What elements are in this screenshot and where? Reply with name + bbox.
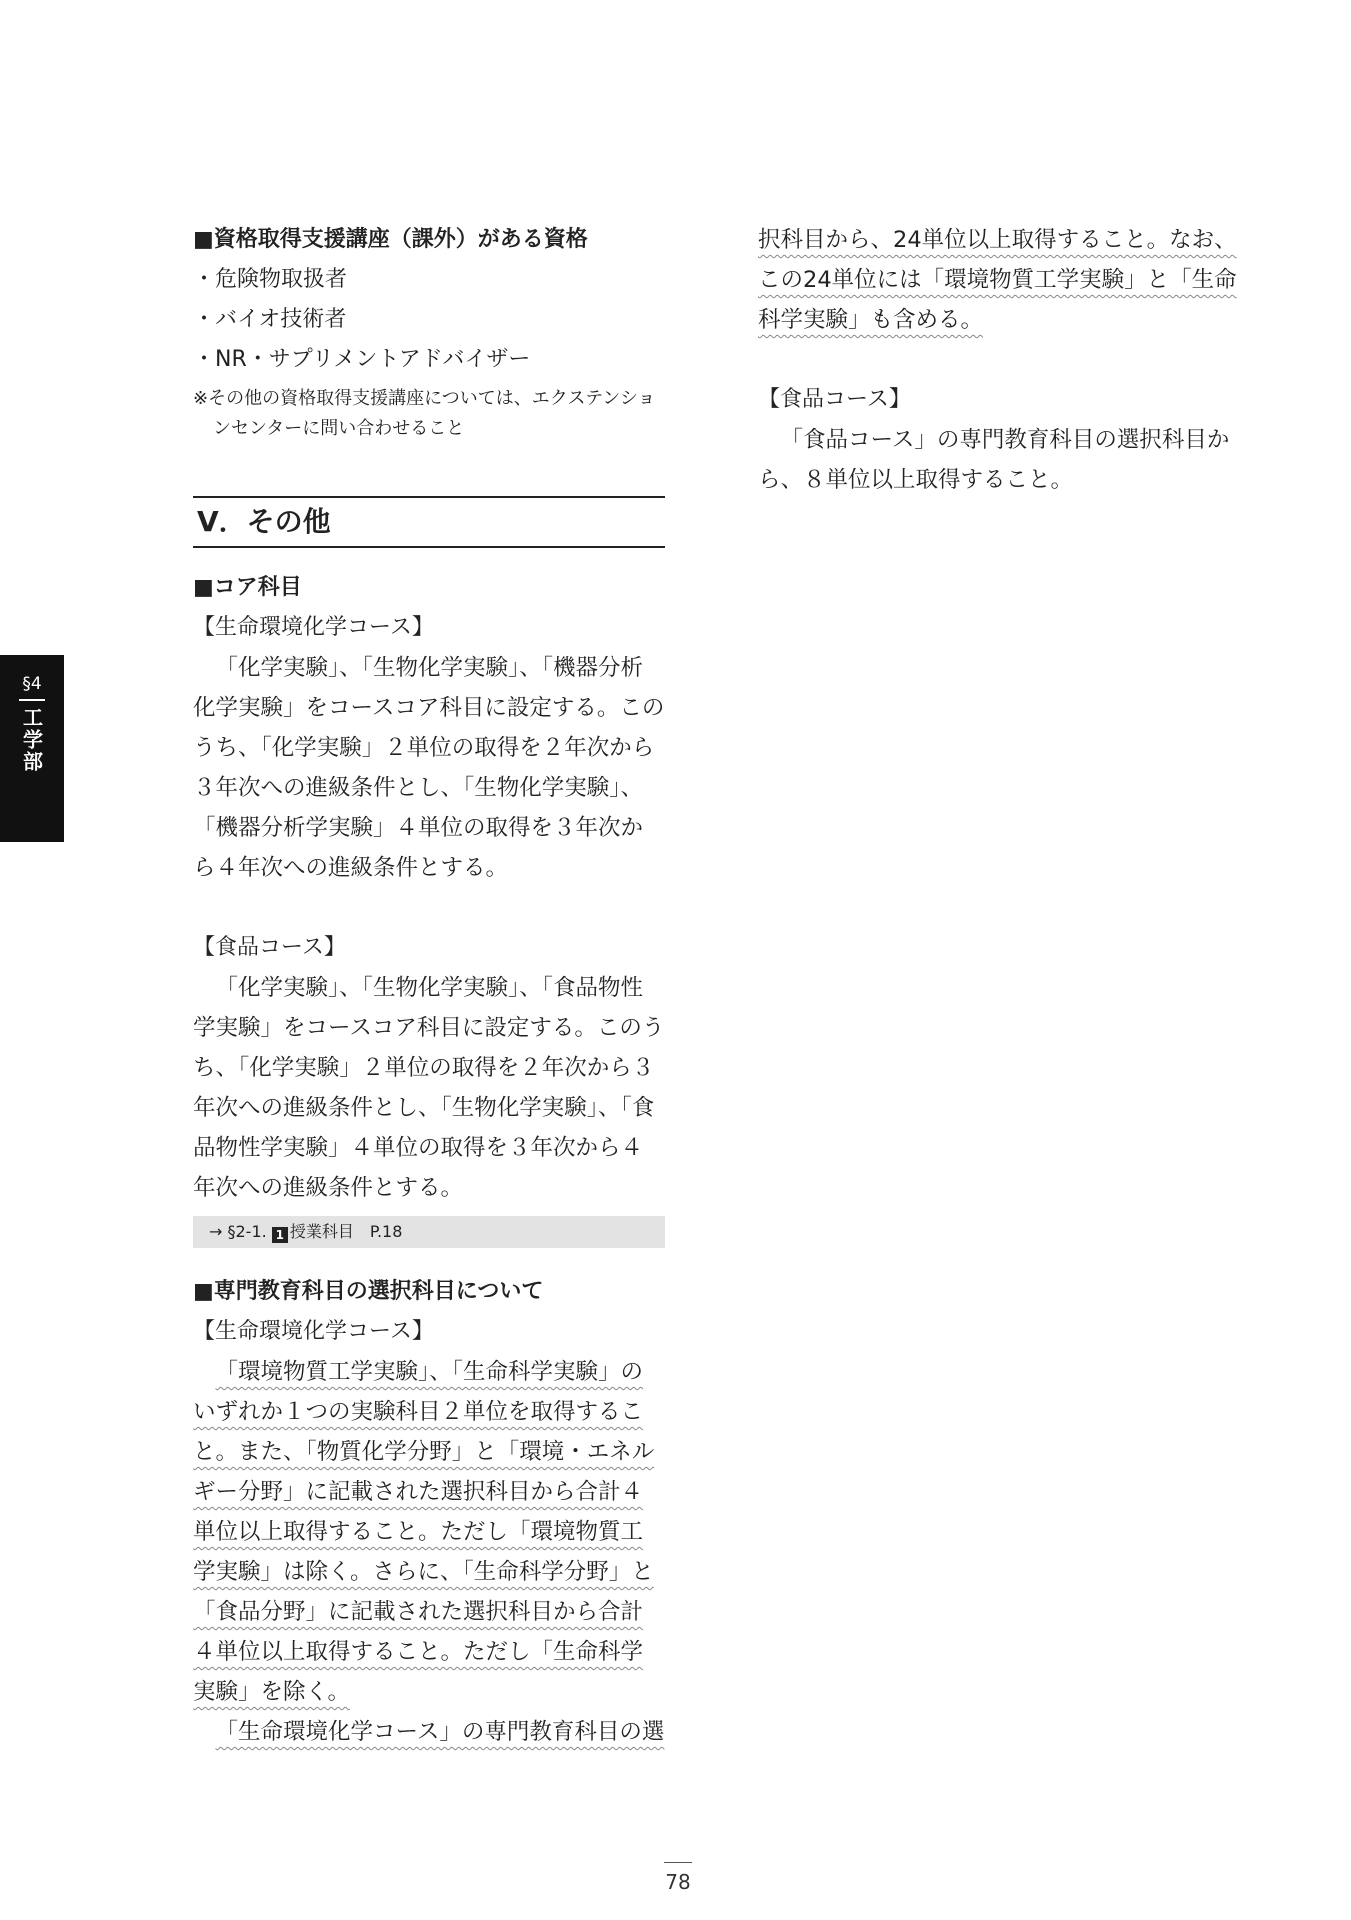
electives-life-text-underlined: 「環境物質工学実験」、「生命科学実験」のいずれか１つの実験科目２単位を取得すること。また、「物質化学分野」と「環境・エネルギー分野」に記載された選択科目から合計４単位以上取得すること。ただし「環境物質工学実験」は除く。さらに、「生命科学分野」と「食品分野」に記載された選択科目から合計４単位以上取得すること。ただし「生命科学実験」を除く。 <box>193 1359 655 1705</box>
chapter-side-tab <box>0 655 64 842</box>
electives-life-text-2-start: 「生命環境化学コース」の専門教育科目の選 <box>215 1719 665 1745</box>
section-title: Ⅴ．その他 <box>193 496 665 548</box>
qualification-item: ・NR・サプリメントアドバイザー <box>193 347 531 372</box>
core-life-course-label: 【生命環境化学コース】 <box>193 615 434 640</box>
left-column <box>193 220 665 1752</box>
reference-number-badge: 1 <box>272 1227 288 1243</box>
side-tab-divider <box>19 699 45 701</box>
side-tab-section: §4 <box>22 674 42 694</box>
electives-life-course-label: 【生命環境化学コース】 <box>193 1319 434 1344</box>
electives-heading: ■専門教育科目の選択科目について <box>193 1279 544 1304</box>
right-column <box>758 220 1240 500</box>
core-subjects-heading: ■コア科目 <box>193 575 302 600</box>
page-number-rule <box>664 1862 692 1863</box>
page-number: 78 <box>665 1870 691 1894</box>
cross-reference <box>193 1216 665 1248</box>
core-food-course-text: 「化学実験」、「生物化学実験」、「食品物性学実験」をコースコア科目に設定する。このうち、「化学実験」２単位の取得を２年次から３年次への進級条件とし、「生物化学実験」、「食品物性学実験」４単位の取得を３年次から４年次への進級条件とする。 <box>193 975 665 1201</box>
core-life-course-text: 「化学実験」、「生物化学実験」、「機器分析化学実験」をコースコア科目に設定する。このうち、「化学実験」２単位の取得を２年次から３年次への進級条件とし、「生物化学実験」、「機器分析学実験」４単位の取得を３年次から４年次への進級条件とする。 <box>193 655 665 881</box>
electives-life-text-continued <box>758 220 1240 340</box>
qualifications-heading: ■資格取得支援講座（課外）がある資格 <box>193 227 588 252</box>
qualification-item: ・バイオ技術者 <box>193 307 347 332</box>
side-tab-department: 工学部 <box>19 707 44 773</box>
cross-reference-text: 授業科目 P.18 <box>289 1222 403 1241</box>
core-food-course-label: 【食品コース】 <box>193 935 346 960</box>
electives-life-text <box>193 1352 665 1712</box>
electives-life-text-2 <box>193 1712 665 1752</box>
electives-food-course-label: 【食品コース】 <box>758 387 911 412</box>
cross-reference-arrow: → §2-1. <box>209 1222 267 1241</box>
electives-life-text-continued-underlined: 択科目から、24単位以上取得すること。なお、この24単位には「環境物質工学実験」と「生命科学実験」も含める。 <box>758 227 1237 333</box>
qualification-item: ・危険物取扱者 <box>193 267 348 292</box>
electives-food-text: 「食品コース」の専門教育科目の選択科目から、８単位以上取得すること。 <box>758 427 1230 493</box>
qualifications-note: ※その他の資格取得支援講座については、エクステンションセンターに問い合わせること <box>193 388 656 439</box>
